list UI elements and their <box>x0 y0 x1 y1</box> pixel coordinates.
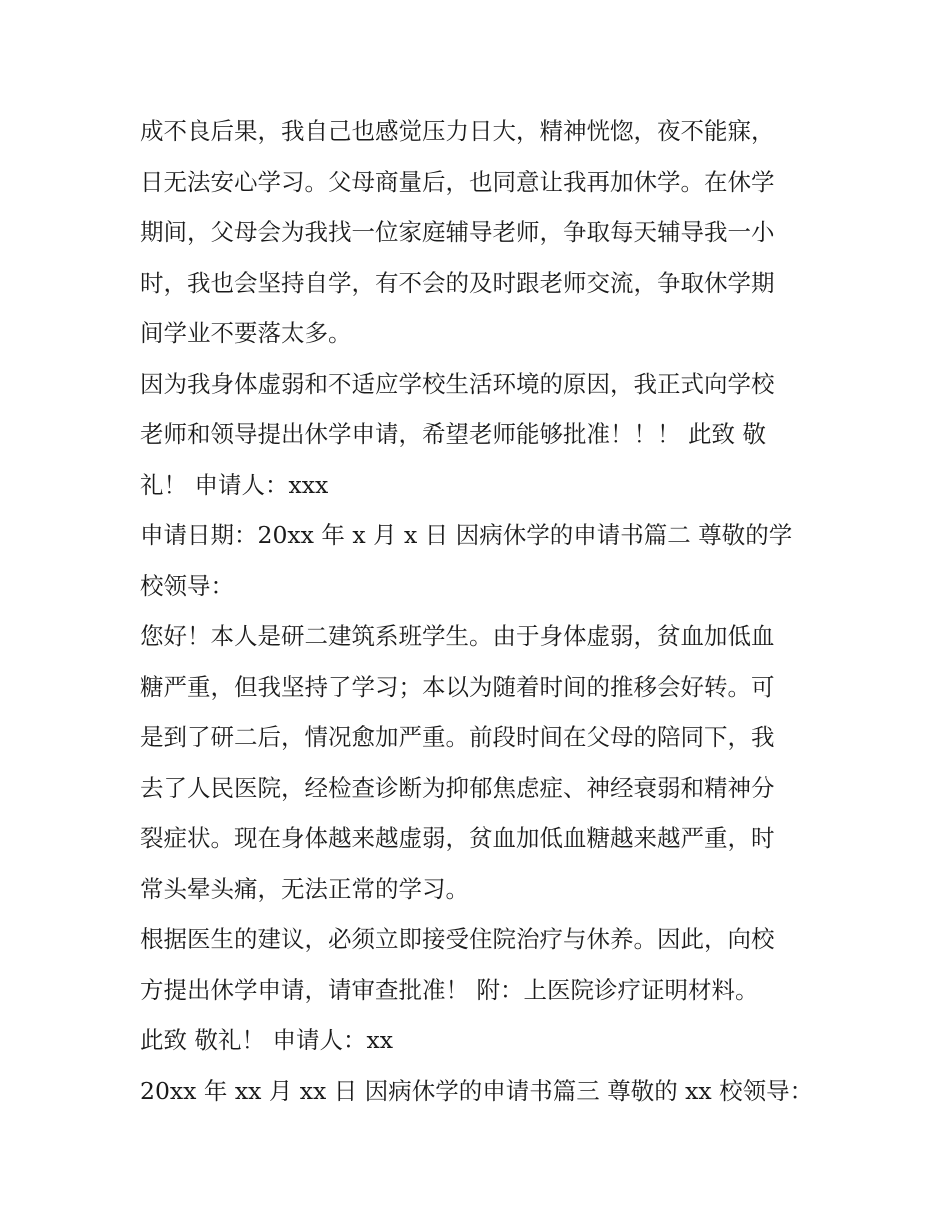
paragraph-5 <box>140 914 820 1015</box>
text-line: 因为我身体虚弱和不适应学校生活环境的原因，我正式向学校 <box>140 369 775 398</box>
text-line: 期间，父母会为我找一位家庭辅导老师，争取每天辅导我一小 <box>140 218 775 246</box>
text-line: 日无法安心学习。父母商量后，也同意让我再加休学。在休学 <box>140 167 775 196</box>
text-line: 是到了研二后，情况愈加严重。前段时间在父母的陪同下，我 <box>140 723 775 751</box>
text-line: 间学业不要落太多。 <box>140 319 352 347</box>
text-line: 校领导： <box>140 571 234 600</box>
text-line: 裂症状。现在身体越来越虚弱，贫血加低血糖越来越严重，时 <box>140 824 775 852</box>
paragraph-6 <box>140 1015 820 1066</box>
paragraph-7 <box>140 1066 820 1117</box>
document-body <box>140 106 820 1116</box>
paragraph-1 <box>140 106 820 359</box>
paragraph-3 <box>140 510 820 611</box>
text-line: 20xx 年 xx 月 xx 日 因病休学的申请书篇三 尊敬的 xx 校领导： <box>140 1076 814 1105</box>
text-line: 方提出休学申请，请审查批准！ 附：上医院诊疗证明材料。 <box>140 975 759 1004</box>
text-line: 申请日期：20xx 年 x 月 x 日 因病休学的申请书篇二 尊敬的学 <box>140 521 793 549</box>
text-line: 根据医生的建议，必须立即接受住院治疗与休养。因此，向校 <box>140 925 775 953</box>
paragraph-2 <box>140 359 820 511</box>
text-line: 时，我也会坚持自学，有不会的及时跟老师交流，争取休学期 <box>140 268 775 297</box>
paragraph-4 <box>140 611 820 914</box>
text-line: 老师和领导提出休学申请，希望老师能够批准！！！ 此致 敬 <box>140 420 766 448</box>
text-line: 糖严重，但我坚持了学习；本以为随着时间的推移会好转。可 <box>140 672 775 701</box>
text-line: 礼！ 申请人：xxx <box>140 470 329 499</box>
text-line: 您好！本人是研二建筑系班学生。由于身体虚弱，贫血加低血 <box>140 622 775 650</box>
text-line: 此致 敬礼！ 申请人：xx <box>140 1026 393 1054</box>
text-line: 成不良后果，我自己也感觉压力日大，精神恍惚，夜不能寐， <box>140 117 775 145</box>
text-line: 常头晕头痛，无法正常的学习。 <box>140 874 469 903</box>
text-line: 去了人民医院，经检查诊断为抑郁焦虑症、神经衰弱和精神分 <box>140 773 775 802</box>
